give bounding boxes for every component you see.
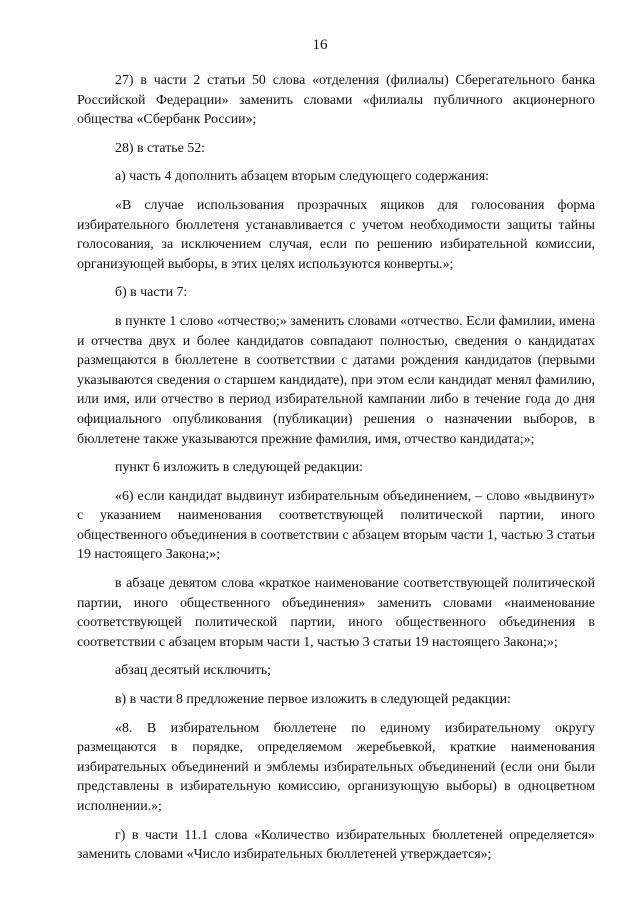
paragraph-28-b-item-1: в пункте 1 слово «отчество;» заменить словами «отчество. Если фамилии, имена и отчества двух и более кандидатов совпадают полностью, сведения о кандидатах размещаются в бюллетене в соответствии с датами рождения кандидатов (первыми указываются сведения о старшем кандидате), при этом если кандидат менял фамилию, или имя, или отчество в период избирательной кампании либо в течение года до дня официального опубликования (публикации) решения о назначении выборов, в бюллетене также указываются прежние фамилия, имя, отчество кандидата;»;: [77, 313, 595, 447]
paragraph-28-v: в) в части 8 предложение первое изложить в следующей редакции:: [115, 692, 511, 708]
paragraph-27: 27) в части 2 статьи 50 слова «отделения (филиалы) Сберегательного банка Российской Федерации» заменить словами «филиалы публичного акционерного общества «Сбербанк России»;: [77, 73, 595, 128]
paragraph-28-b: б) в части 7:: [115, 285, 188, 301]
paragraph-28-g: г) в части 11.1 слова «Количество избирательных бюллетеней определяется» заменить словами «Число избирательных бюллетеней утверждается»;: [77, 827, 595, 863]
document-body: [77, 71, 595, 865]
paragraph-28: 28) в статье 52:: [115, 140, 206, 156]
paragraph-28-a-quote: «В случае использования прозрачных ящиков для голосования форма избирательного бюллетеня устанавливается с учетом необходимости защиты тайны голосования, за исключением случая, если по решению избирательной комиссии, организующей выборы, в этих целях используются конверты.»;: [77, 197, 595, 272]
paragraph-28-b-item-6-quote: «6) если кандидат выдвинут избирательным объединением, – слово «выдвинут» с указанием наименования соответствующей политической партии, иного общественного объединения в соответствии с абзацем вторым части 1, частью 3 статьи 19 настоящего Закона;»;: [77, 488, 595, 563]
paragraph-28-v-quote: «8. В избирательном бюллетене по единому избирательному округу размещаются в порядке, определяемом жеребьевкой, краткие наименования избирательных объединений и эмблемы избирательных объединений (если они были представлены в избирательную комиссию, организующую выборы) в одноцветном исполнении.»;: [77, 720, 595, 814]
page-number: 16: [312, 37, 328, 53]
paragraph-28-a: а) часть 4 дополнить абзацем вторым следующего содержания:: [115, 169, 489, 185]
paragraph-28-b-item-6: пункт 6 изложить в следующей редакции:: [115, 460, 364, 476]
paragraph-28-b-ninth-paragraph: в абзаце девятом слова «краткое наименование соответствующей политической партии, иного общественного объединения» заменить словами «наименование соответствующей политической партии, иного общественного объединения в соответствии с абзацем вторым части 1, частью 3 статьи 19 настоящего Закона;»;: [77, 576, 595, 650]
paragraph-28-b-tenth-paragraph: абзац десятый исключить;: [115, 663, 272, 679]
